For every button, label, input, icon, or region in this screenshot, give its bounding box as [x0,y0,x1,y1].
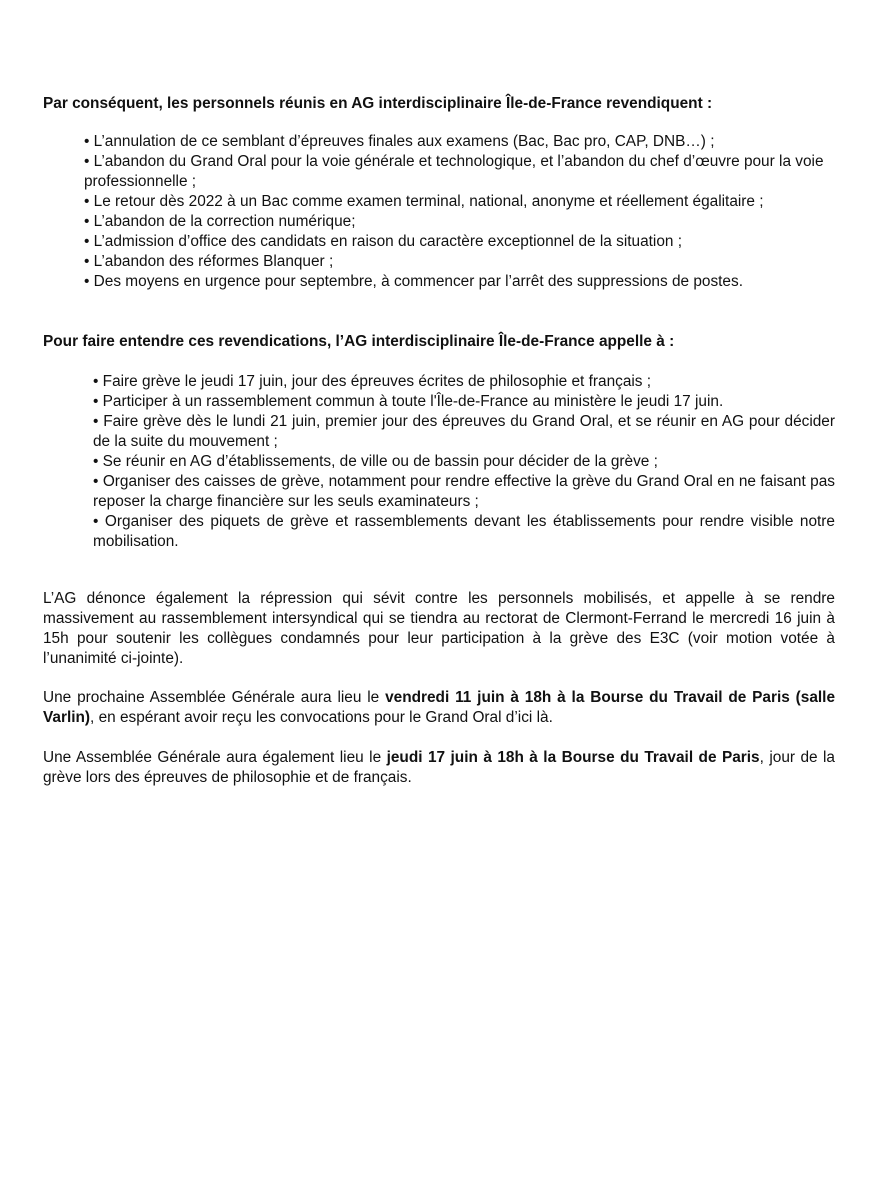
list-item: • L’abandon des réformes Blanquer ; [84,253,334,270]
list-item: • Des moyens en urgence pour septembre, à commencer par l’arrêt des suppressions de postes. [84,273,743,290]
second-ag-paragraph [43,748,835,788]
list-item: • Organiser des caisses de grève, notamment pour rendre effective la grève du Grand Oral en ne faisant pas reposer la charge financière sur les seuls examinateurs ; [93,473,835,510]
second-ag-text-after: , jour de la grève lors des épreuves de philosophie et de français. [43,749,835,786]
list-item: • Se réunir en AG d’établissements, de ville ou de bassin pour décider de la grève ; [93,453,658,470]
repression-paragraph: L’AG dénonce également la répression qui sévit contre les personnels mobilisés, et appelle à se rendre massivement au rassemblement intersyndical qui se tiendra au rectorat de Clermont-Ferrand le mercredi 16 juin à 15h pour soutenir les collègues condamnés pour leur participation à la grève des E3C (voir motion votée à l’unanimité ci-jointe). [43,590,835,667]
section2-heading: Pour faire entendre ces revendications, l’AG interdisciplinaire Île-de-France appelle à : [43,333,675,350]
list-item: • L’annulation de ce semblant d’épreuves finales aux examens (Bac, Bac pro, CAP, DNB…) ; [84,133,715,150]
actions-list [93,372,835,552]
section1-heading: Par conséquent, les personnels réunis en AG interdisciplinaire Île-de-France revendiquent : [43,95,713,112]
demands-list [84,132,836,292]
list-item: • L’abandon du Grand Oral pour la voie générale et technologique, et l’abandon du chef d’œuvre pour la voie professionnelle ; [84,153,824,190]
next-ag-text-before: Une prochaine Assemblée Générale aura lieu le [43,689,386,706]
second-ag-date-location: jeudi 17 juin à 18h à la Bourse du Travail de Paris [386,749,760,766]
list-item: • Participer à un rassemblement commun à toute l'Île-de-France au ministère le jeudi 17 juin. [93,393,724,410]
list-item: • Faire grève le jeudi 17 juin, jour des épreuves écrites de philosophie et français ; [93,373,652,390]
second-ag-text-before: Une Assemblée Générale aura également lieu le [43,749,387,766]
next-ag-date-location: vendredi 11 juin à 18h à la Bourse du Travail de Paris (salle Varlin) [43,689,836,726]
list-item: • L’admission d’office des candidats en raison du caractère exceptionnel de la situation ; [84,233,683,250]
list-item: • Le retour dès 2022 à un Bac comme examen terminal, national, anonyme et réellement égalitaire ; [84,193,764,210]
next-ag-paragraph [43,688,835,728]
next-ag-text-after: , en espérant avoir reçu les convocations pour le Grand Oral d’ici là. [90,709,553,726]
list-item: • Faire grève dès le lundi 21 juin, premier jour des épreuves du Grand Oral, et se réunir en AG pour décider de la suite du mouvement ; [93,413,835,450]
list-item: • Organiser des piquets de grève et rassemblements devant les établissements pour rendre visible notre mobilisation. [93,513,835,550]
list-item: • L’abandon de la correction numérique; [84,213,356,230]
